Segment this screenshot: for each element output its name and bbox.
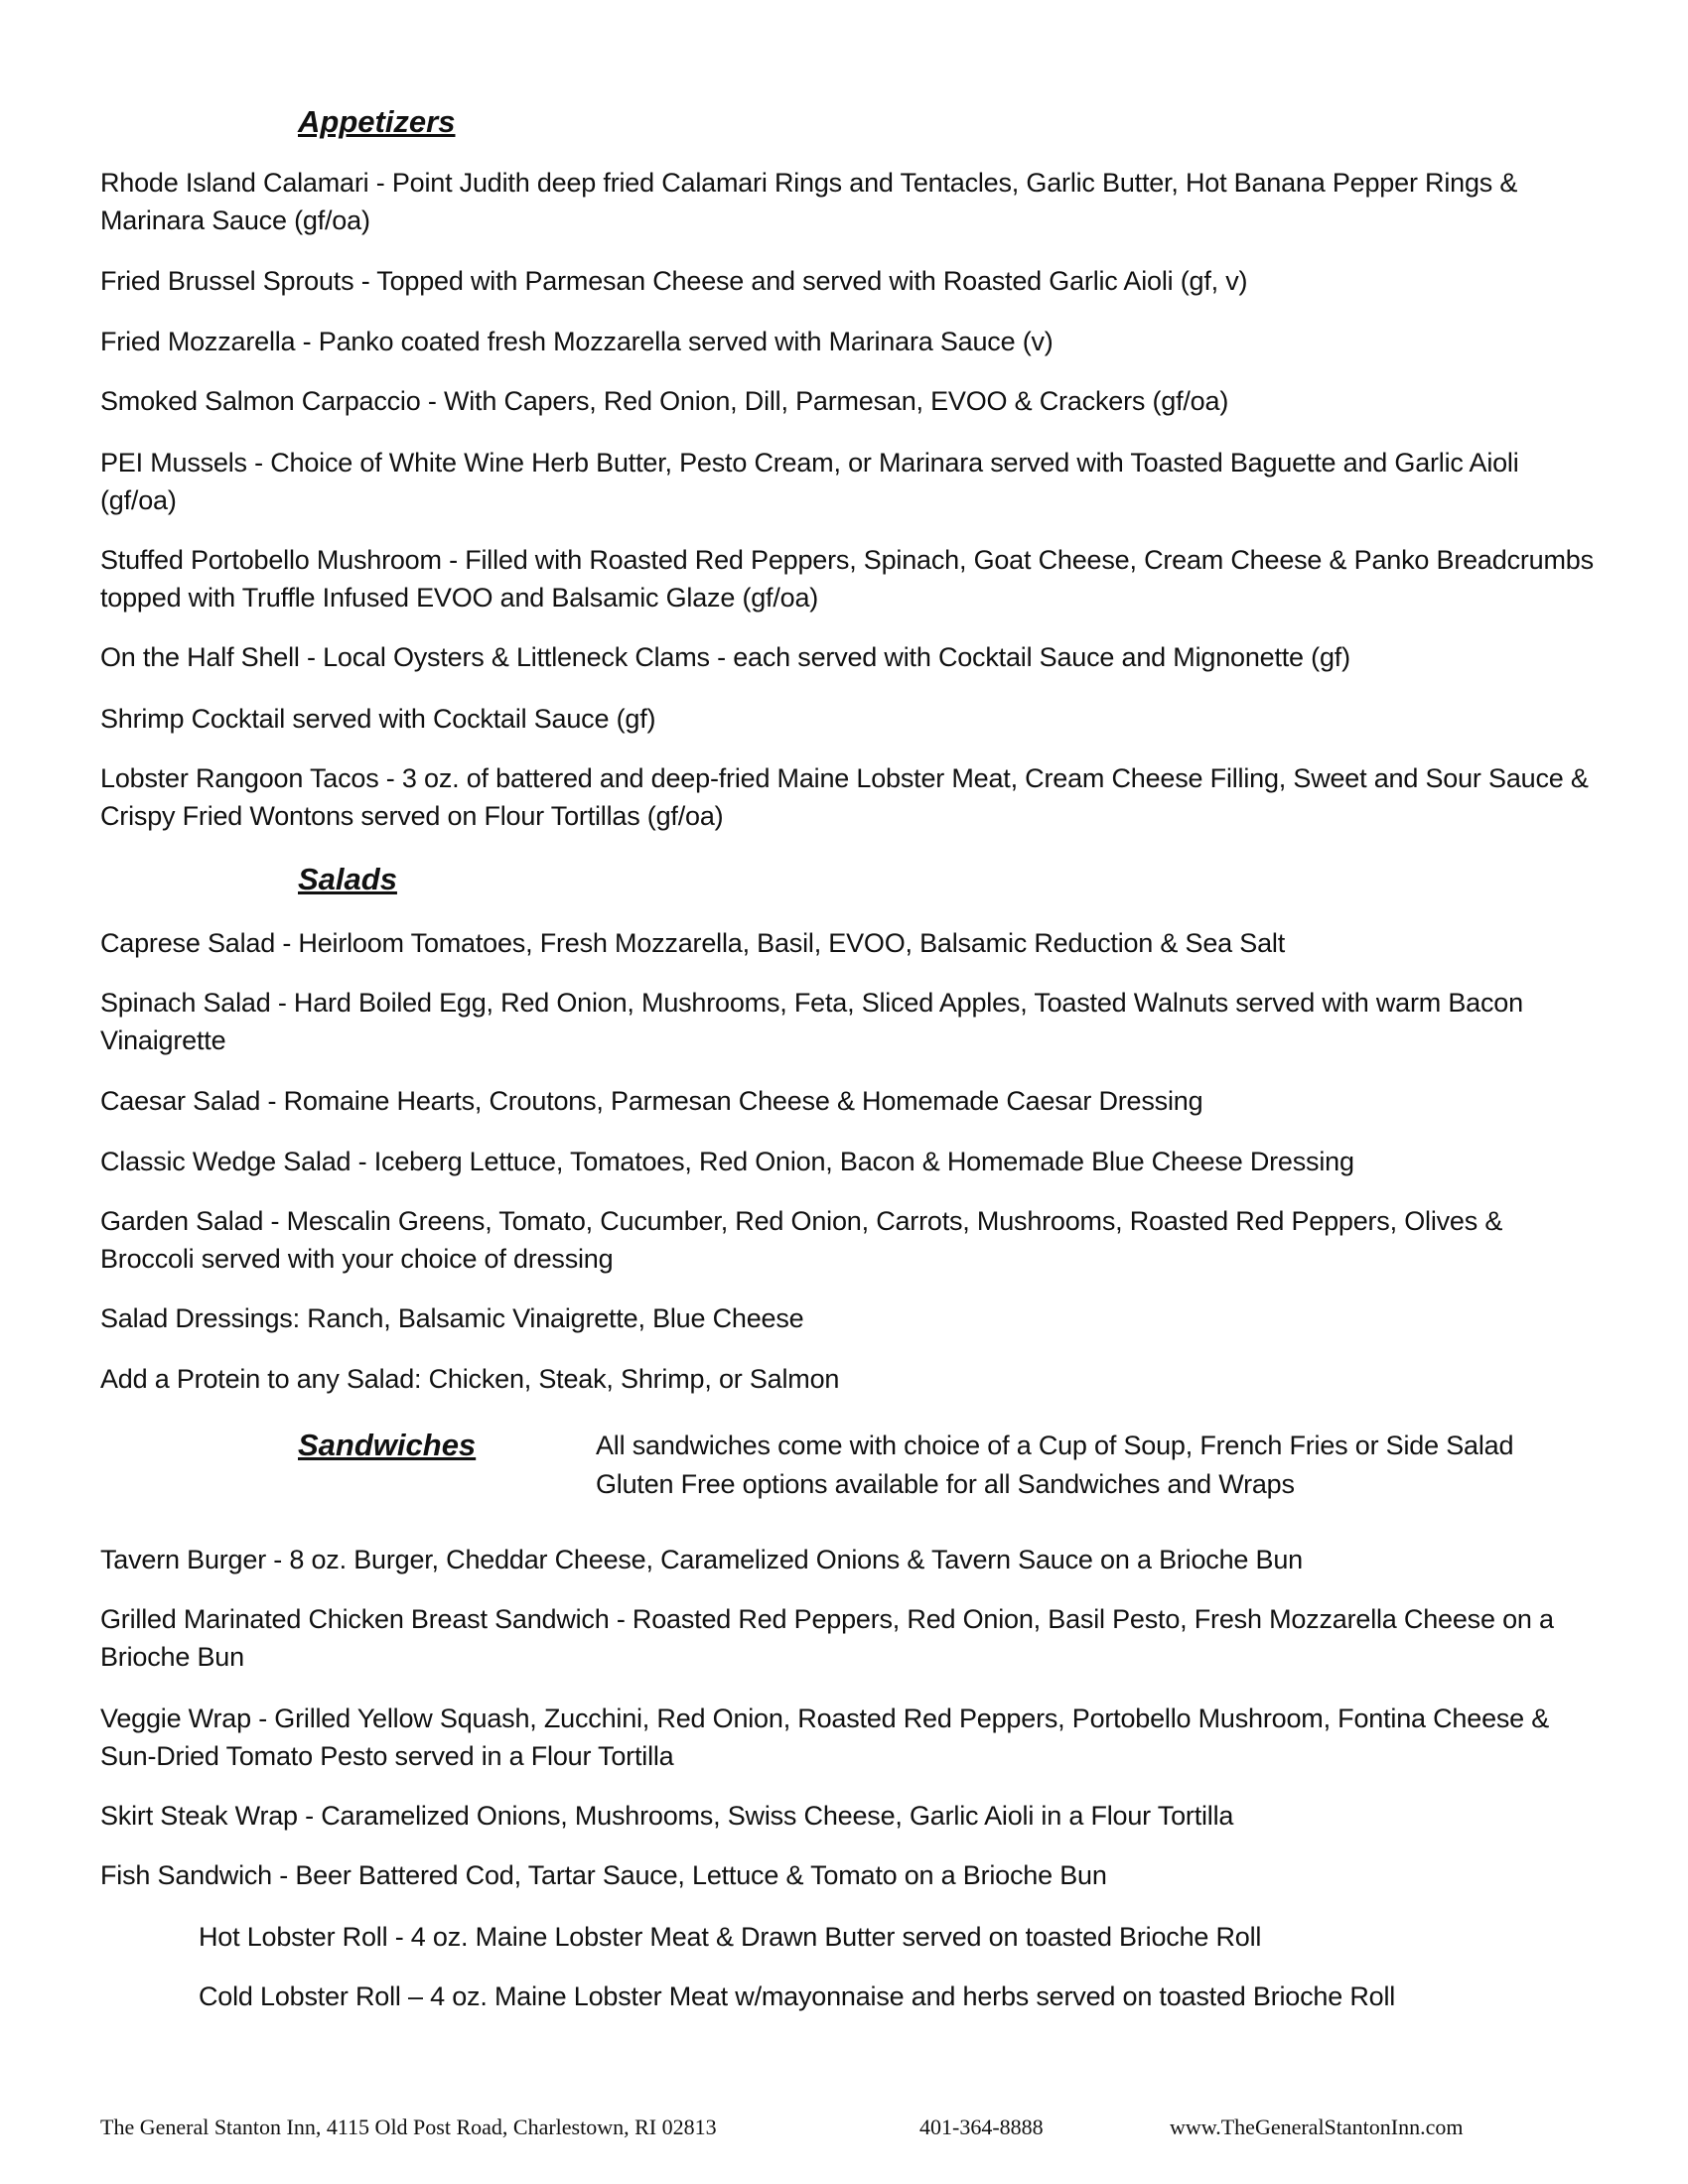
- menu-item: Fried Brussel Sprouts - Topped with Parmesan Cheese and served with Roasted Garlic Aioli (gf, v): [100, 266, 1248, 296]
- menu-item: Spinach Salad - Hard Boiled Egg, Red Onion, Mushrooms, Feta, Sliced Apples, Toasted Walnuts served with warm Bacon Vinaigrette: [100, 988, 1523, 1055]
- menu-item: Smoked Salmon Carpaccio - With Capers, Red Onion, Dill, Parmesan, EVOO & Crackers (gf/oa): [100, 386, 1229, 416]
- menu-item: Garden Salad - Mescalin Greens, Tomato, Cucumber, Red Onion, Carrots, Mushrooms, Roasted Red Peppers, Olives & Broccoli served with your choice of dressing: [100, 1206, 1503, 1274]
- menu-item: Stuffed Portobello Mushroom - Filled with Roasted Red Peppers, Spinach, Goat Cheese, Cream Cheese & Panko Breadcrumbs topped with Truffle Infused EVOO and Balsamic Glaze (gf/oa): [100, 545, 1594, 613]
- menu-item: Veggie Wrap - Grilled Yellow Squash, Zucchini, Red Onion, Roasted Red Peppers, Portobello Mushroom, Fontina Cheese & Sun-Dried Tomato Pesto served in a Flour Tortilla: [100, 1704, 1550, 1771]
- section-title-sandwiches: Sandwiches: [298, 1428, 477, 1462]
- menu-item: Cold Lobster Roll – 4 oz. Maine Lobster Meat w/mayonnaise and herbs served on toasted Brioche Roll: [199, 1981, 1396, 2011]
- menu-item: Hot Lobster Roll - 4 oz. Maine Lobster Meat & Drawn Butter served on toasted Brioche Roll: [199, 1922, 1262, 1952]
- menu-item: Shrimp Cocktail served with Cocktail Sauce (gf): [100, 704, 656, 734]
- menu-item: PEI Mussels - Choice of White Wine Herb Butter, Pesto Cream, or Marinara served with Toasted Baguette and Garlic Aioli (gf/oa): [100, 448, 1519, 515]
- menu-item: Skirt Steak Wrap - Caramelized Onions, Mushrooms, Swiss Cheese, Garlic Aioli in a Flour Tortilla: [100, 1801, 1234, 1831]
- menu-item: Tavern Burger - 8 oz. Burger, Cheddar Cheese, Caramelized Onions & Tavern Sauce on a Brioche Bun: [100, 1545, 1303, 1574]
- sandwich-note: Gluten Free options available for all Sandwiches and Wraps: [596, 1469, 1295, 1499]
- section-title-salads: Salads: [298, 862, 397, 896]
- menu-item: Grilled Marinated Chicken Breast Sandwich - Roasted Red Peppers, Red Onion, Basil Pesto, Fresh Mozzarella Cheese on a Brioche Bun: [100, 1604, 1554, 1672]
- section-title-appetizers: Appetizers: [298, 104, 456, 139]
- menu-item: Salad Dressings: Ranch, Balsamic Vinaigrette, Blue Cheese: [100, 1303, 804, 1333]
- sandwich-note: All sandwiches come with choice of a Cup of Soup, French Fries or Side Salad: [596, 1431, 1514, 1460]
- footer-address: The General Stanton Inn, 4115 Old Post Road, Charlestown, RI 02813: [100, 2115, 717, 2139]
- footer-phone: 401-364-8888: [919, 2115, 1044, 2139]
- menu-item: Caesar Salad - Romaine Hearts, Croutons, Parmesan Cheese & Homemade Caesar Dressing: [100, 1086, 1203, 1116]
- menu-item: Fried Mozzarella - Panko coated fresh Mozzarella served with Marinara Sauce (v): [100, 327, 1054, 356]
- footer-website: www.TheGeneralStantonInn.com: [1170, 2115, 1464, 2139]
- menu-item: Lobster Rangoon Tacos - 3 oz. of battered and deep-fried Maine Lobster Meat, Cream Cheese Filling, Sweet and Sour Sauce & Crispy Fried Wontons served on Flour Tortillas (gf/oa): [100, 763, 1589, 831]
- menu-item: Rhode Island Calamari - Point Judith deep fried Calamari Rings and Tentacles, Garlic Butter, Hot Banana Pepper Rings & Marinara Sauce (gf/oa): [100, 168, 1518, 235]
- menu-item: Caprese Salad - Heirloom Tomatoes, Fresh Mozzarella, Basil, EVOO, Balsamic Reduction & Sea Salt: [100, 928, 1286, 958]
- menu-item: Fish Sandwich - Beer Battered Cod, Tartar Sauce, Lettuce & Tomato on a Brioche Bun: [100, 1860, 1107, 1890]
- menu-item: On the Half Shell - Local Oysters & Littleneck Clams - each served with Cocktail Sauce and Mignonette (gf): [100, 642, 1350, 672]
- menu-item: Add a Protein to any Salad: Chicken, Steak, Shrimp, or Salmon: [100, 1364, 840, 1394]
- menu-item: Classic Wedge Salad - Iceberg Lettuce, Tomatoes, Red Onion, Bacon & Homemade Blue Cheese Dressing: [100, 1147, 1354, 1176]
